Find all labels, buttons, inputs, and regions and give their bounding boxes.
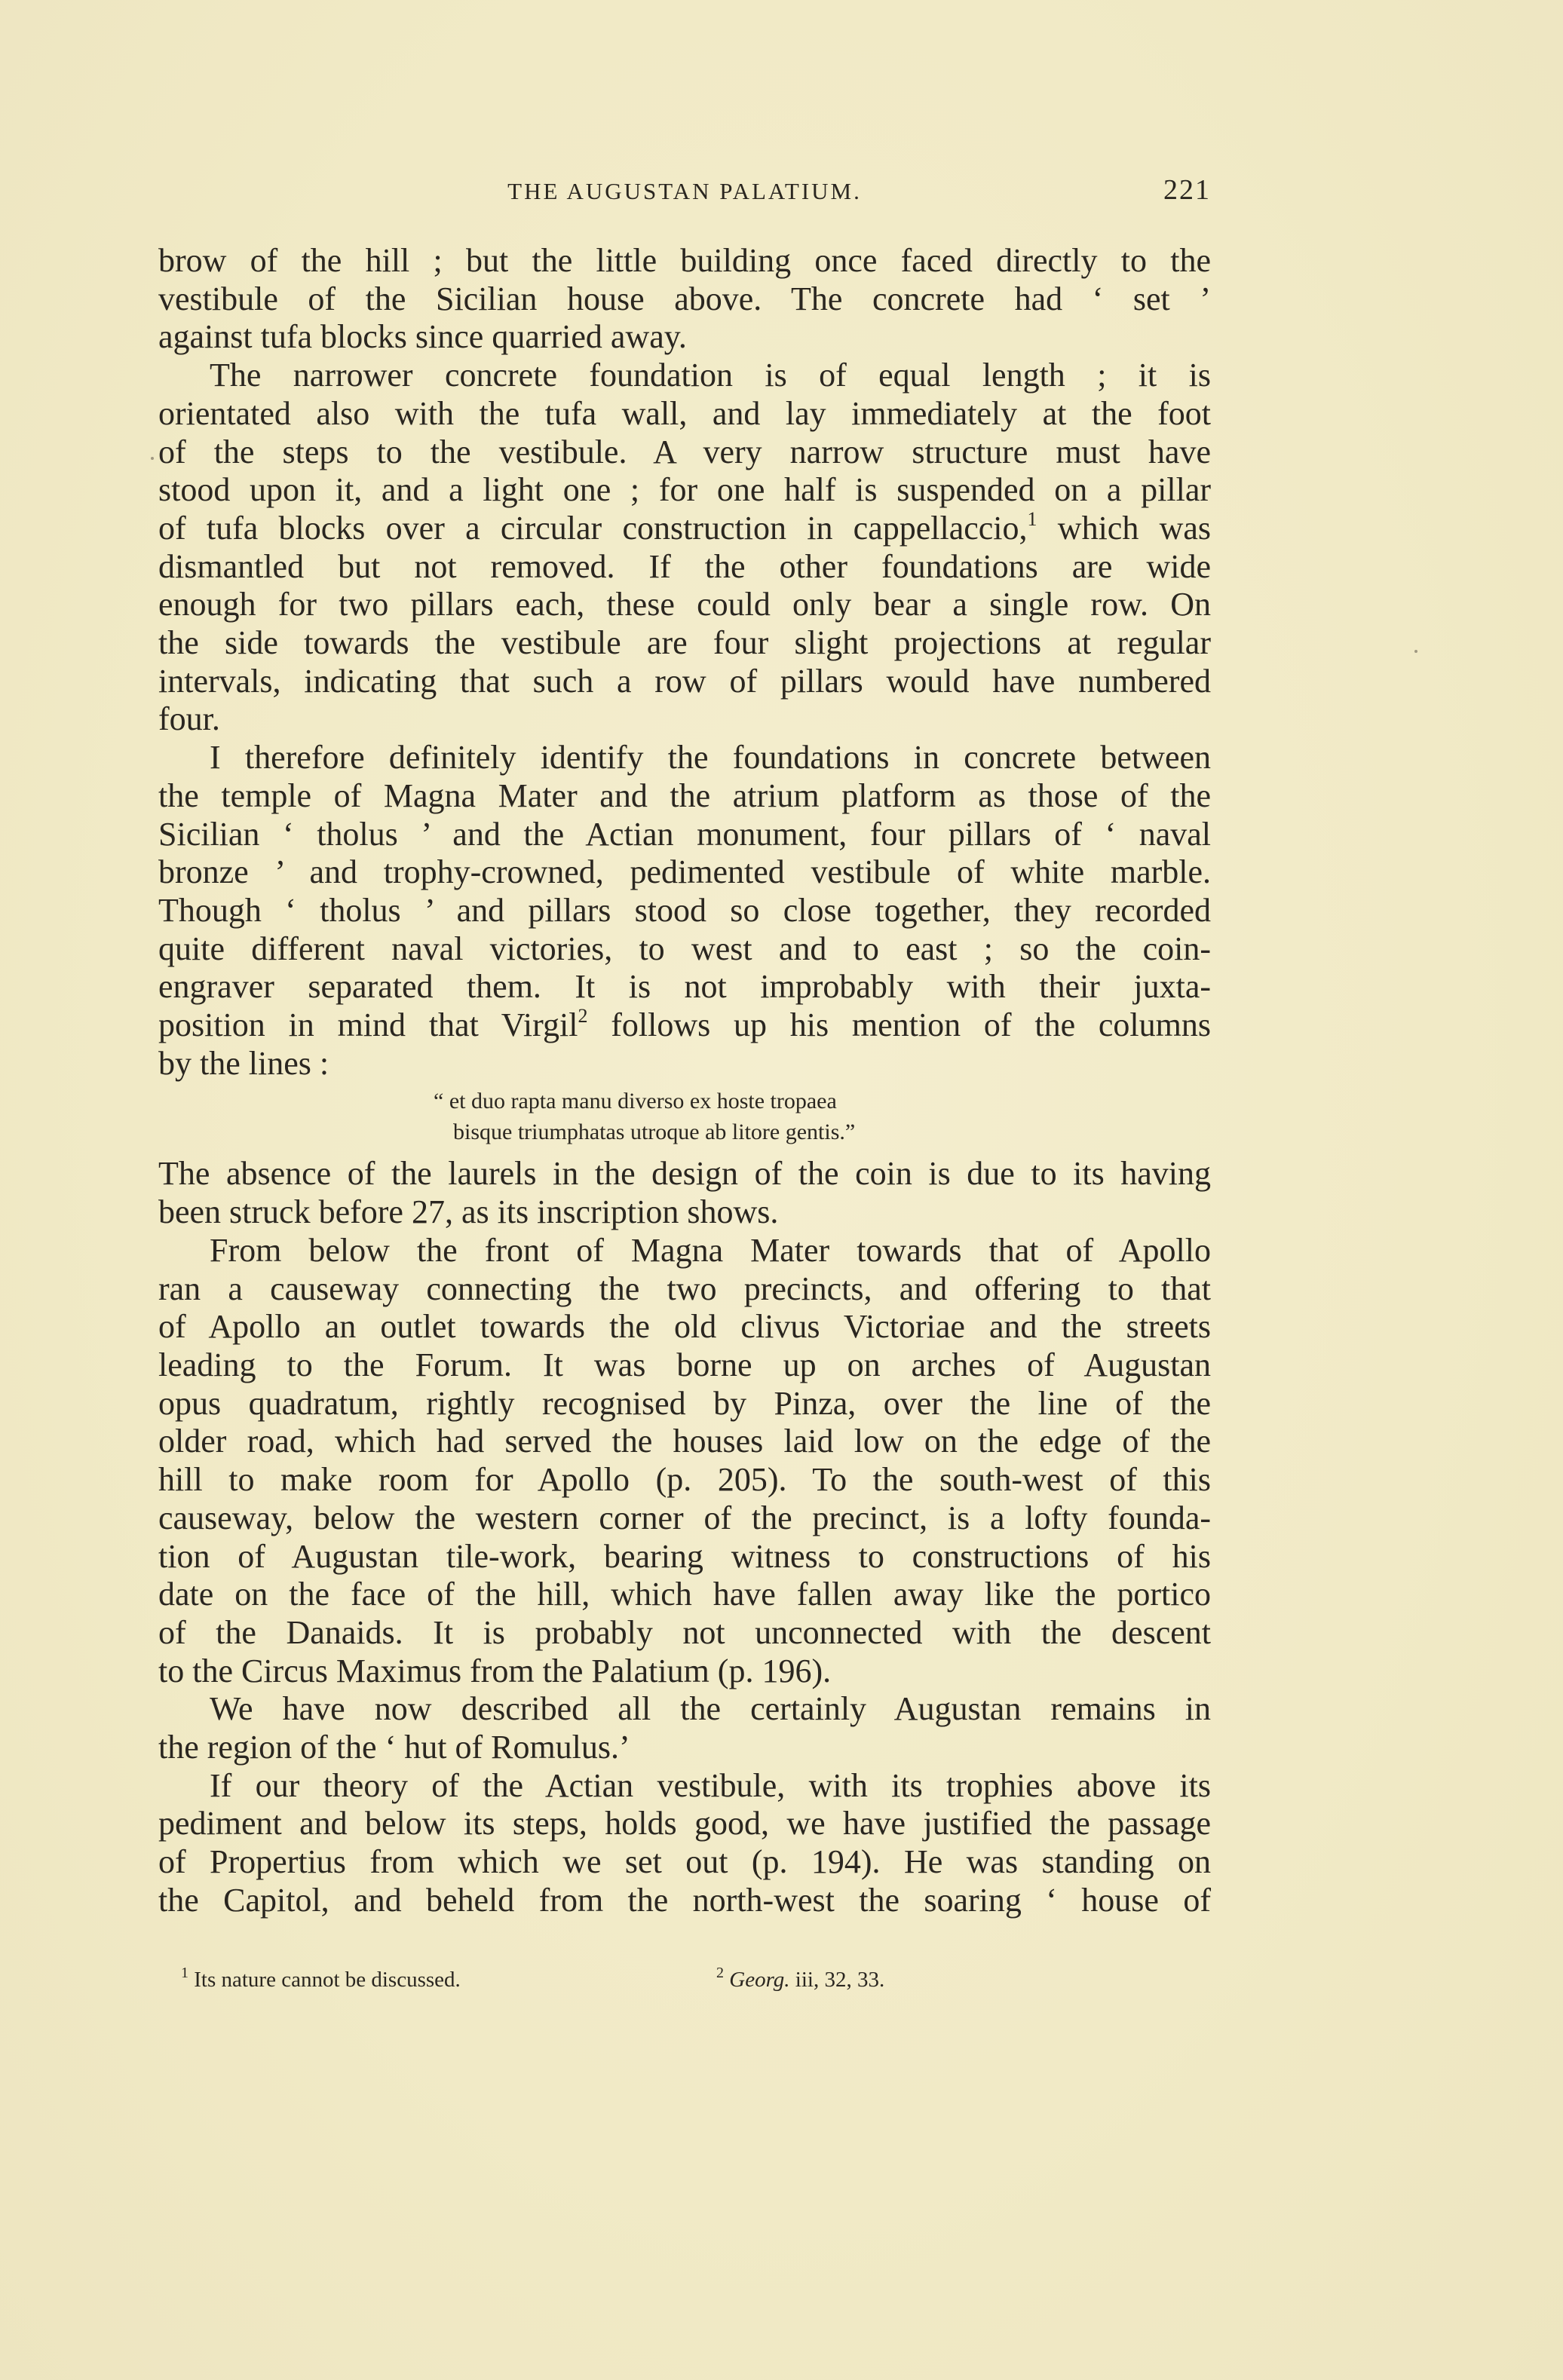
verse-quotation bbox=[158, 1086, 1211, 1147]
paper-speck bbox=[151, 457, 154, 460]
text-line: orientated also with the tufa wall, and lay immediately at the foot bbox=[158, 394, 1211, 432]
paragraph-4 bbox=[158, 1155, 1211, 1231]
text-line: brow of the hill ; but the little building once faced directly to the bbox=[158, 242, 1211, 279]
paragraph-3 bbox=[158, 739, 1211, 1083]
footnote-marker: 1 bbox=[181, 1965, 188, 1981]
text-line: Though ‘ tholus ’ and pillars stood so close together, they recorded bbox=[158, 891, 1211, 929]
text-line: of the steps to the vestibule. A very narrow structure must have bbox=[158, 433, 1211, 470]
paragraph-1 bbox=[158, 242, 1211, 357]
text-segment: of tufa blocks over a circular construction in cappellaccio, bbox=[158, 509, 1028, 547]
text-line: the temple of Magna Mater and the atrium platform as those of the bbox=[158, 776, 1211, 814]
text-line: the region of the ‘ hut of Romulus.’ bbox=[158, 1729, 630, 1766]
text-segment: follows up his mention of the columns bbox=[587, 1006, 1211, 1044]
footnote-1 bbox=[181, 1965, 461, 1993]
text-segment: which was bbox=[1037, 509, 1211, 547]
text-line: to the Circus Maximus from the Palatium (p. 196). bbox=[158, 1652, 832, 1689]
paragraph-7 bbox=[158, 1767, 1211, 1920]
footnote-work-title: Georg. bbox=[729, 1968, 790, 1992]
page-number: 221 bbox=[1163, 174, 1211, 206]
text-line: causeway, below the western corner of the precinct, is a lofty founda- bbox=[158, 1499, 1211, 1536]
paragraph-2 bbox=[158, 357, 1211, 739]
footnote-reference[interactable]: 1 bbox=[1027, 507, 1037, 530]
text-line: of the Danaids. It is probably not unconnected with the descent bbox=[158, 1613, 1211, 1651]
text-line: The absence of the laurels in the design of the coin is due to its having bbox=[158, 1155, 1211, 1193]
text-line: opus quadratum, rightly recognised by Pinza, over the line of the bbox=[158, 1384, 1211, 1422]
text-line: tion of Augustan tile-work, bearing witness to constructions of his bbox=[158, 1537, 1211, 1575]
text-line: older road, which had served the houses laid low on the edge of the bbox=[158, 1423, 1211, 1460]
text-line: date on the face of the hill, which have fallen away like the portico bbox=[158, 1576, 1211, 1613]
text-line: I therefore definitely identify the foundations in concrete between bbox=[210, 739, 1211, 776]
text-line: From below the front of Magna Mater towards that of Apollo bbox=[210, 1231, 1211, 1269]
body-text bbox=[158, 242, 1211, 1920]
text-line-with-footnote bbox=[158, 507, 1211, 548]
footnote-text: iii, 32, 33. bbox=[789, 1968, 885, 1992]
text-line: leading to the Forum. It was borne up on arches of Augustan bbox=[158, 1346, 1211, 1383]
paragraph-5 bbox=[158, 1232, 1211, 1690]
text-line: dismantled but not removed. If the other foundations are wide bbox=[158, 547, 1211, 585]
text-line: by the lines : bbox=[158, 1044, 329, 1082]
text-line: of Propertius from which we set out (p. 194). He was standing on bbox=[158, 1843, 1211, 1881]
text-line: the side towards the vestibule are four slight projections at regular bbox=[158, 624, 1211, 662]
verse-line: bisque triumphatas utroque ab litore gentis.” bbox=[453, 1120, 856, 1145]
text-line: Sicilian ‘ tholus ’ and the Actian monument, four pillars of ‘ naval bbox=[158, 815, 1211, 853]
text-line: stood upon it, and a light one ; for one half is suspended on a pillar bbox=[158, 471, 1211, 509]
footnote-2 bbox=[716, 1965, 885, 1993]
footnote-marker: 2 bbox=[716, 1965, 724, 1981]
text-line: engraver separated them. It is not improbably with their juxta- bbox=[158, 968, 1211, 1006]
footnote-reference[interactable]: 2 bbox=[578, 1005, 588, 1028]
text-line: bronze ’ and trophy-crowned, pedimented vestibule of white marble. bbox=[158, 853, 1211, 891]
text-line: ran a causeway connecting the two precincts, and offering to that bbox=[158, 1270, 1211, 1307]
running-head: THE AUGUSTAN PALATIUM. bbox=[507, 178, 862, 204]
verse-line: “ et duo rapta manu diverso ex hoste tropaea bbox=[434, 1089, 837, 1114]
text-line: hill to make room for Apollo (p. 205). To the south-west of this bbox=[158, 1461, 1211, 1499]
text-line: pediment and below its steps, holds good, we have justified the passage bbox=[158, 1805, 1211, 1842]
page-header bbox=[158, 172, 1211, 210]
text-line-with-footnote bbox=[158, 1006, 1211, 1045]
text-line: four. bbox=[158, 700, 220, 738]
text-line: the Capitol, and beheld from the north-west the soaring ‘ house of bbox=[158, 1881, 1211, 1919]
paragraph-6 bbox=[158, 1690, 1211, 1766]
text-line: intervals, indicating that such a row of pillars would have numbered bbox=[158, 662, 1211, 700]
text-line: If our theory of the Actian vestibule, with its trophies above its bbox=[210, 1766, 1211, 1804]
paper-speck bbox=[1414, 650, 1417, 653]
text-line: of Apollo an outlet towards the old clivus Victoriae and the streets bbox=[158, 1308, 1211, 1346]
text-line: against tufa blocks since quarried away. bbox=[158, 318, 687, 356]
text-line: vestibule of the Sicilian house above. The concrete had ‘ set ’ bbox=[158, 280, 1211, 317]
text-line: The narrower concrete foundation is of equal length ; it is bbox=[210, 357, 1211, 394]
text-line: We have now described all the certainly Augustan remains in bbox=[210, 1690, 1211, 1728]
text-line: enough for two pillars each, these could only bear a single row. On bbox=[158, 586, 1211, 623]
footnote-text: Its nature cannot be discussed. bbox=[188, 1968, 461, 1992]
text-segment: position in mind that Virgil bbox=[158, 1006, 578, 1044]
text-line: been struck before 27, as its inscription shows. bbox=[158, 1193, 779, 1231]
text-line: quite different naval victories, to west and to east ; so the coin- bbox=[158, 930, 1211, 967]
